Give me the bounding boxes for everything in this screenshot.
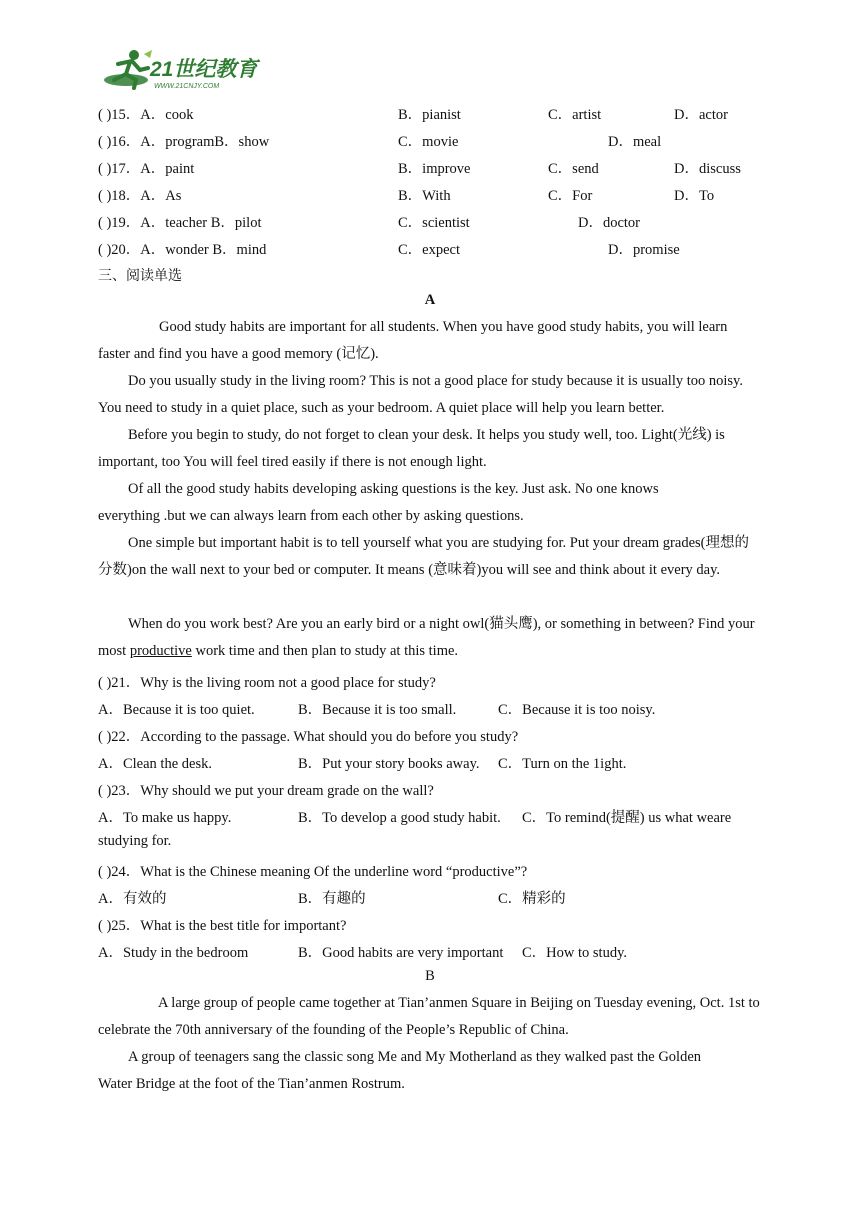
- svg-text:WWW.21CNJY.COM: WWW.21CNJY.COM: [154, 83, 220, 90]
- question-23: ( )23．Why should we put your dream grade on the wall?: [98, 783, 434, 799]
- runner-logo-icon: [100, 46, 270, 92]
- cloze-option: D．discuss: [674, 161, 741, 177]
- passage-a-paragraph-5: One simple but important habit is to tell yourself what you are studying for. Put your dream grades(理想的分数)on the wall next to your bed or computer. It means (意味着)you will see and think about it every day.: [98, 535, 749, 578]
- question-25: ( )25．What is the best title for important?: [98, 918, 347, 934]
- cloze-option: D．meal: [608, 134, 662, 150]
- question-option: B．Because it is too small.: [298, 702, 457, 718]
- passage-a-paragraph-2: Do you usually study in the living room? This is not a good place for study because it is usually too noisy. You need to study in a quiet place, such as your bedroom. A quiet place will help you learn better.: [98, 373, 743, 416]
- cloze-option: D．To: [674, 188, 715, 204]
- passage-b-paragraph-1: A large group of people came together at Tian’anmen Square in Beijing on Tuesday evening, Oct. 1st to celebrate the 70th anniversary of the founding of the People’s Republic of China.: [98, 995, 760, 1038]
- passage-a-paragraph-4: Of all the good study habits developing asking questions is the key. Just ask. No one knows everything .but we can always learn from each other by asking questions.: [98, 481, 659, 524]
- paragraph-text: When do you work best? Are you an early bird or a night owl(猫头鹰), or something in between? Find your most: [98, 616, 755, 659]
- question-24: ( )24．What is the Chinese meaning Of the underline word “productive”?: [98, 864, 528, 880]
- question-option: A．Clean the desk.: [98, 756, 212, 772]
- question-22: ( )22．According to the passage. What should you do before you study?: [98, 729, 519, 745]
- cloze-row-15: ( )15．A．cook: [98, 107, 194, 123]
- question-option: A．To make us happy.: [98, 810, 232, 826]
- cloze-row-19: ( )19．A．teacher B．pilot: [98, 215, 262, 231]
- question-option: B．Put your story books away.: [298, 756, 480, 772]
- logo: [100, 46, 270, 92]
- passage-a-heading: A: [424, 292, 436, 308]
- question-option: B．Good habits are very important: [298, 945, 504, 961]
- cloze-option: C．For: [548, 188, 593, 204]
- question-option: C．How to study.: [522, 945, 627, 961]
- paragraph-text: work time and then plan to study at this time.: [191, 643, 459, 659]
- cloze-row-17: ( )17．A．paint: [98, 161, 195, 177]
- cloze-option: D．actor: [674, 107, 728, 123]
- question-option: A．有效的: [98, 891, 167, 907]
- question-option: A．Because it is too quiet.: [98, 702, 255, 718]
- question-option: A．Study in the bedroom: [98, 945, 249, 961]
- question-option: C．Because it is too noisy.: [498, 702, 656, 718]
- cloze-option: B．improve: [398, 161, 471, 177]
- cloze-option: B．pianist: [398, 107, 461, 123]
- cloze-option: D．doctor: [578, 215, 641, 231]
- cloze-option: D．promise: [608, 242, 680, 258]
- passage-a-paragraph-1: Good study habits are important for all students. When you have good study habits, you will learn faster and find you have a good memory (记忆).: [98, 319, 728, 362]
- cloze-row-16: ( )16．A．programB．show: [98, 134, 270, 150]
- section-title: 三、阅读单选: [98, 268, 182, 284]
- question-21: ( )21．Why is the living room not a good place for study?: [98, 675, 436, 691]
- cloze-row-20: ( )20．A．wonder B．mind: [98, 242, 267, 258]
- passage-b-paragraph-2: A group of teenagers sang the classic song Me and My Motherland as they walked past the Golden Water Bridge at the foot of the Tian’anmen Rostrum.: [98, 1049, 702, 1092]
- cloze-option: C．movie: [398, 134, 459, 150]
- question-option-continued: studying for.: [98, 833, 172, 849]
- cloze-option: C．scientist: [398, 215, 470, 231]
- cloze-option: C．expect: [398, 242, 461, 258]
- cloze-option: C．send: [548, 161, 599, 177]
- passage-a-paragraph-3: Before you begin to study, do not forget to clean your desk. It helps you study well, too. Light(光线) is important, too You will feel tired easily if there is not enough light.: [98, 427, 725, 470]
- cloze-row-18: ( )18．A．As: [98, 188, 182, 204]
- question-option: C．精彩的: [498, 891, 566, 907]
- question-option: B．To develop a good study habit.: [298, 810, 501, 826]
- passage-b-heading: B: [425, 968, 435, 984]
- cloze-option: C．artist: [548, 107, 602, 123]
- svg-text:21世纪教育: 21世纪教育: [150, 58, 258, 81]
- passage-a-paragraph-6: [98, 611, 762, 665]
- question-option: C．Turn on the 1ight.: [498, 756, 627, 772]
- question-option: C．To remind(提醒) us what weare: [522, 810, 732, 826]
- cloze-option: B．With: [398, 188, 451, 204]
- question-option: B．有趣的: [298, 891, 366, 907]
- underlined-word: productive: [129, 643, 192, 659]
